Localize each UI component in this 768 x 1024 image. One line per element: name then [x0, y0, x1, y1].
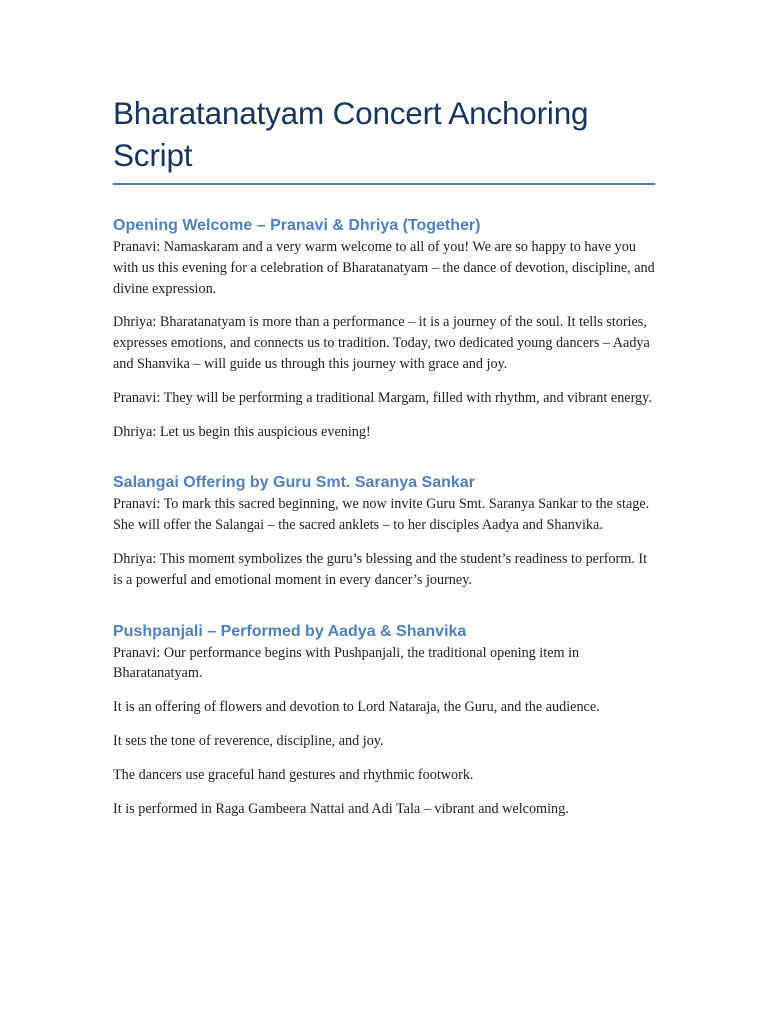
- document-title: Bharatanatyam Concert Anchoring Script: [113, 95, 589, 173]
- section-salangai-offering: [113, 472, 655, 590]
- paragraph: It is performed in Raga Gambeera Nattai and Adi Tala – vibrant and welcoming.: [113, 800, 569, 817]
- paragraph: Dhriya: Let us begin this auspicious evening!: [113, 423, 371, 440]
- document-page: [113, 92, 655, 819]
- paragraph: Pranavi: Our performance begins with Pushpanjali, the traditional opening item in Bharatanatyam.: [113, 644, 580, 682]
- paragraph: Pranavi: Namaskaram and a very warm welcome to all of you! We are so happy to have you with us this evening for a celebration of Bharatanatyam – the dance of devotion, discipline, and divine expression.: [113, 239, 655, 297]
- paragraph: Pranavi: They will be performing a traditional Margam, filled with rhythm, and vibrant energy.: [113, 389, 652, 406]
- paragraph: Dhriya: This moment symbolizes the guru’s blessing and the student’s readiness to perform. It is a powerful and emotional moment in every dancer’s journey.: [113, 550, 648, 588]
- paragraph: Dhriya: Bharatanatyam is more than a performance – it is a journey of the soul. It tells stories, expresses emotions, and connects us to tradition. Today, two dedicated young dancers – Aadya and Shanvika – will guide us through this journey with grace and joy.: [113, 314, 650, 372]
- section-pushpanjali: [113, 621, 655, 820]
- section-opening-welcome: [113, 215, 655, 442]
- paragraph: Pranavi: To mark this sacred beginning, we now invite Guru Smt. Saranya Sankar to the stage. She will offer the Salangai – the sacred anklets – to her disciples Aadya and Shanvika.: [113, 496, 650, 534]
- paragraph: The dancers use graceful hand gestures and rhythmic footwork.: [113, 766, 474, 783]
- paragraph: It is an offering of flowers and devotion to Lord Nataraja, the Guru, and the audience.: [113, 699, 600, 716]
- title-divider: [113, 183, 655, 185]
- paragraph: It sets the tone of reverence, discipline, and joy.: [113, 732, 384, 749]
- section-heading: Pushpanjali – Performed by Aadya & Shanvika: [113, 622, 467, 640]
- section-heading: Opening Welcome – Pranavi & Dhriya (Together): [113, 217, 481, 234]
- section-heading: Salangai Offering by Guru Smt. Saranya Sankar: [113, 474, 475, 492]
